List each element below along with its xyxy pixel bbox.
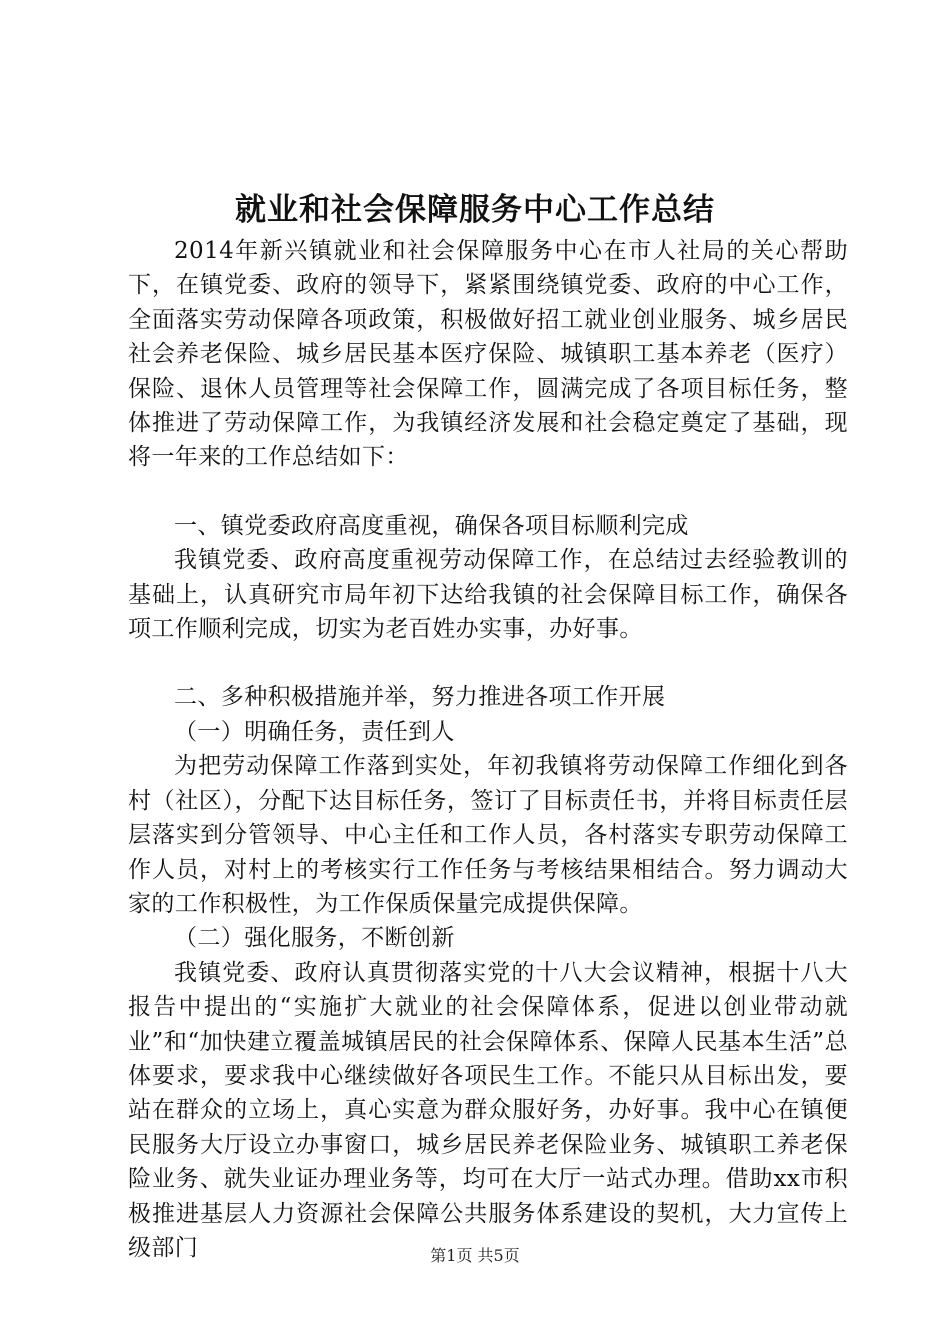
subsection-2-paragraph: 我镇党委、政府认真贯彻落实党的十八大会议精神，根据十八大报告中提出的“实施扩大就业的社会保障体系，促进以创业带动就业”和“加快建立覆盖城镇居民的社会保障体系、保障人民基本生活”总体要求，要求我中心继续做好各项民生工作。不能只从目标出发，要站在群众的立场上，真心实意为群众服好务，办好事。我中心在镇便民服务大厅设立办事窗口，城乡居民养老保险业务、城镇职工养老保险业务、就失业证办理业务等，均可在大厅一站式办理。借助xx市积极推进基层人力资源社会保障公共服务体系建设的契机，大力宣传上级部门 bbox=[128, 959, 848, 1261]
section-heading-1: 一、镇党委政府高度重视，确保各项目标顺利完成 bbox=[174, 512, 689, 539]
subsection-heading-1: （一）明确任务，责任到人 bbox=[174, 718, 455, 745]
section-heading-2: 二、多种积极措施并举，努力推进各项工作开展 bbox=[174, 684, 666, 711]
page-number: 第1页 共5页 bbox=[430, 1246, 520, 1265]
intro-paragraph: 2014年新兴镇就业和社会保障服务中心在市人社局的关心帮助下，在镇党委、政府的领导下，紧紧围绕镇党委、政府的中心工作，全面落实劳动保障各项政策，积极做好招工就业创业服务、城乡居民社会养老保险、城乡居民基本医疗保险、城镇职工基本养老（医疗）保险、退休人员管理等社会保障工作，圆满完成了各项目标任务，整体推进了劳动保障工作，为我镇经济发展和社会稳定奠定了基础，现将一年来的工作总结如下： bbox=[128, 238, 848, 471]
document-body bbox=[128, 234, 848, 1265]
section-1-paragraph: 我镇党委、政府高度重视劳动保障工作，在总结过去经验教训的基础上，认真研究市局年初下达给我镇的社会保障目标工作，确保各项工作顺利完成，切实为老百姓办实事，办好事。 bbox=[128, 547, 848, 643]
subsection-heading-2: （二）强化服务，不断创新 bbox=[174, 925, 455, 952]
document-title: 就业和社会保障服务中心工作总结 bbox=[235, 192, 715, 228]
subsection-1-paragraph: 为把劳动保障工作落到实处，年初我镇将劳动保障工作细化到各村（社区），分配下达目标任务，签订了目标责任书，并将目标责任层层落实到分管领导、中心主任和工作人员，各村落实专职劳动保障工作人员，对村上的考核实行工作任务与考核结果相结合。努力调动大家的工作积极性，为工作保质保量完成提供保障。 bbox=[128, 753, 848, 917]
